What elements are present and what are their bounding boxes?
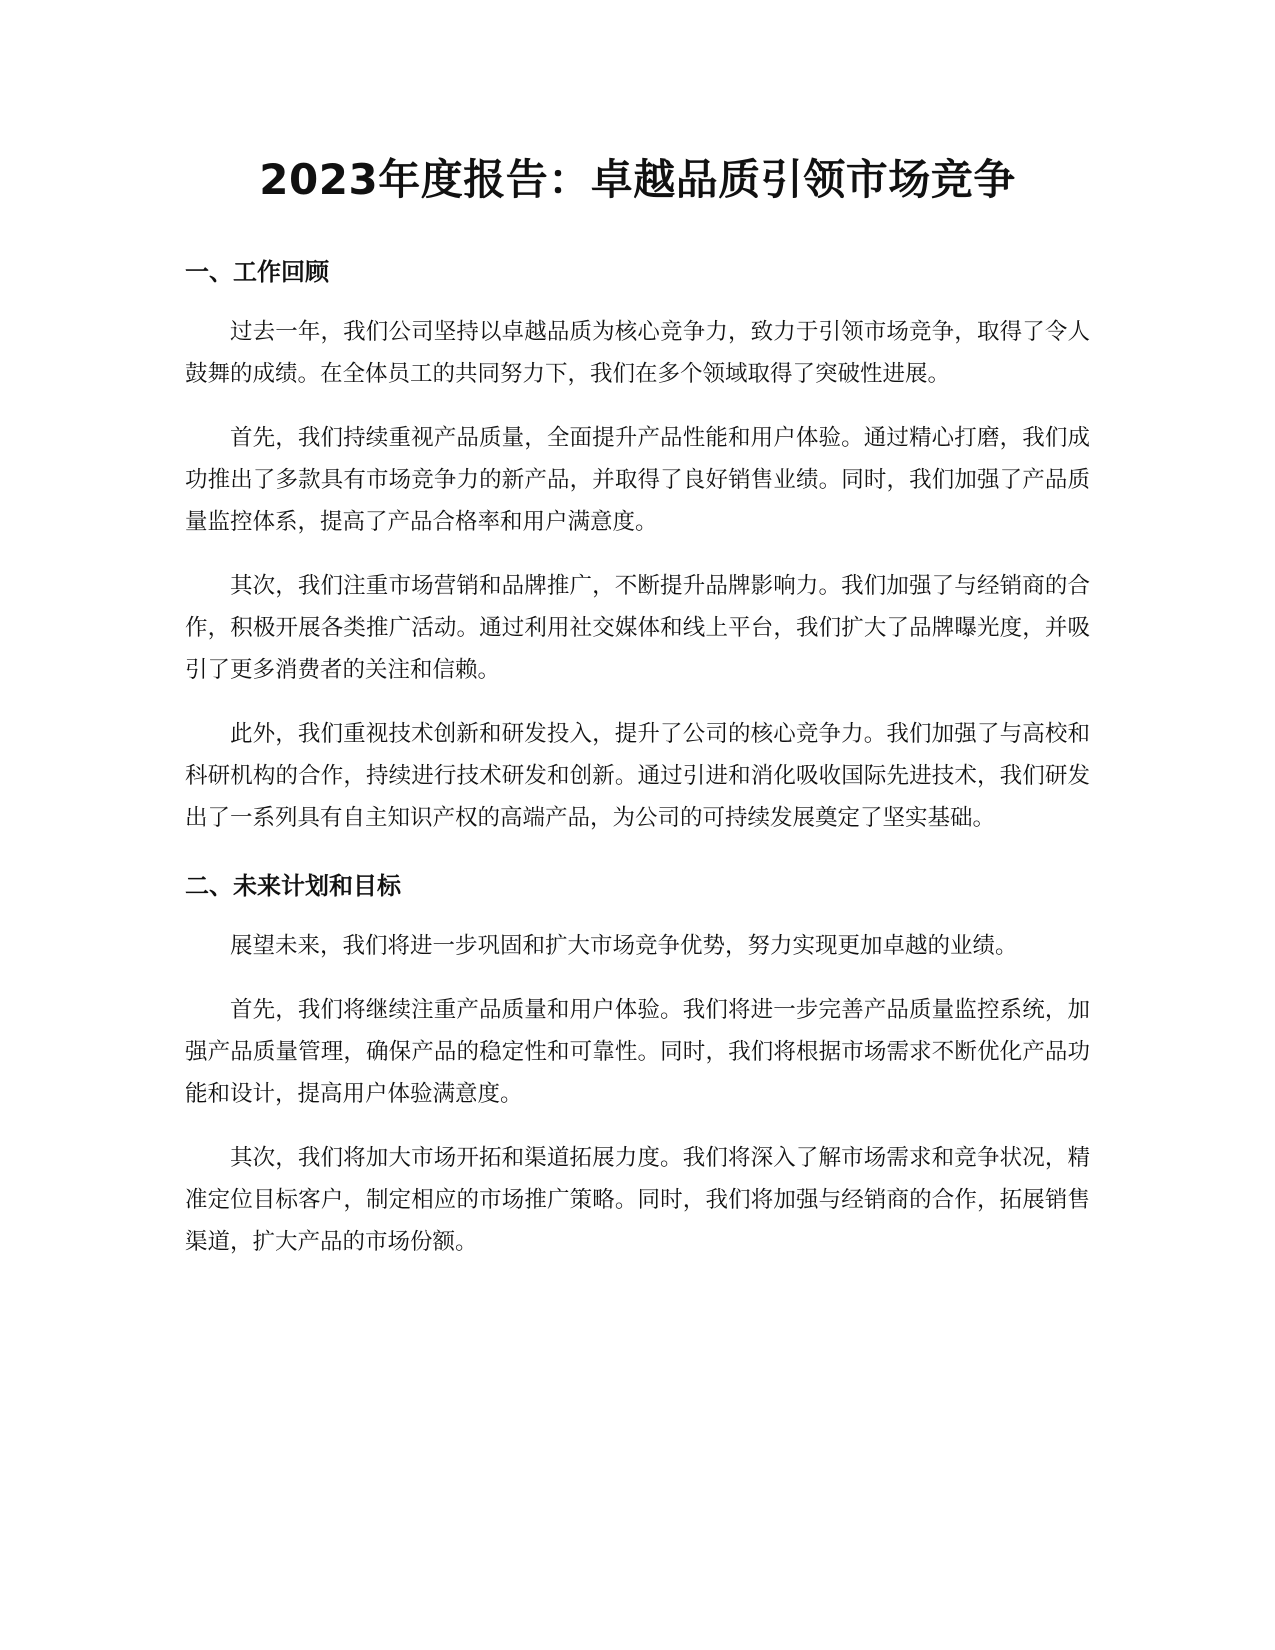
paragraph: 过去一年，我们公司坚持以卓越品质为核心竞争力，致力于引领市场竞争，取得了令人鼓舞的成绩。在全体员工的共同努力下，我们在多个领域取得了突破性进展。 [185, 319, 1090, 387]
paragraph: 展望未来，我们将进一步巩固和扩大市场竞争优势，努力实现更加卓越的业绩。 [230, 933, 1018, 959]
document-title: 2023年度报告：卓越品质引领市场竞争 [259, 155, 1016, 204]
section-heading: 一、工作回顾 [185, 258, 329, 286]
paragraph: 首先，我们持续重视产品质量，全面提升产品性能和用户体验。通过精心打磨，我们成功推出了多款具有市场竞争力的新产品，并取得了良好销售业绩。同时，我们加强了产品质量监控体系，提高了产品合格率和用户满意度。 [185, 425, 1090, 535]
paragraph: 此外，我们重视技术创新和研发投入，提升了公司的核心竞争力。我们加强了与高校和科研机构的合作，持续进行技术研发和创新。通过引进和消化吸收国际先进技术，我们研发出了一系列具有自主知识产权的高端产品，为公司的可持续发展奠定了坚实基础。 [185, 721, 1090, 831]
paragraph: 其次，我们将加大市场开拓和渠道拓展力度。我们将深入了解市场需求和竞争状况，精准定位目标客户，制定相应的市场推广策略。同时，我们将加强与经销商的合作，拓展销售渠道，扩大产品的市场份额。 [185, 1145, 1090, 1255]
paragraph: 首先，我们将继续注重产品质量和用户体验。我们将进一步完善产品质量监控系统，加强产品质量管理，确保产品的稳定性和可靠性。同时，我们将根据市场需求不断优化产品功能和设计，提高用户体验满意度。 [185, 997, 1090, 1107]
section-work-review [185, 255, 1090, 839]
section-future-plans [185, 869, 1090, 1263]
paragraph: 其次，我们注重市场营销和品牌推广，不断提升品牌影响力。我们加强了与经销商的合作，积极开展各类推广活动。通过利用社交媒体和线上平台，我们扩大了品牌曝光度，并吸引了更多消费者的关注和信赖。 [185, 573, 1090, 683]
section-heading: 二、未来计划和目标 [185, 872, 401, 900]
document-page [185, 150, 1090, 1285]
